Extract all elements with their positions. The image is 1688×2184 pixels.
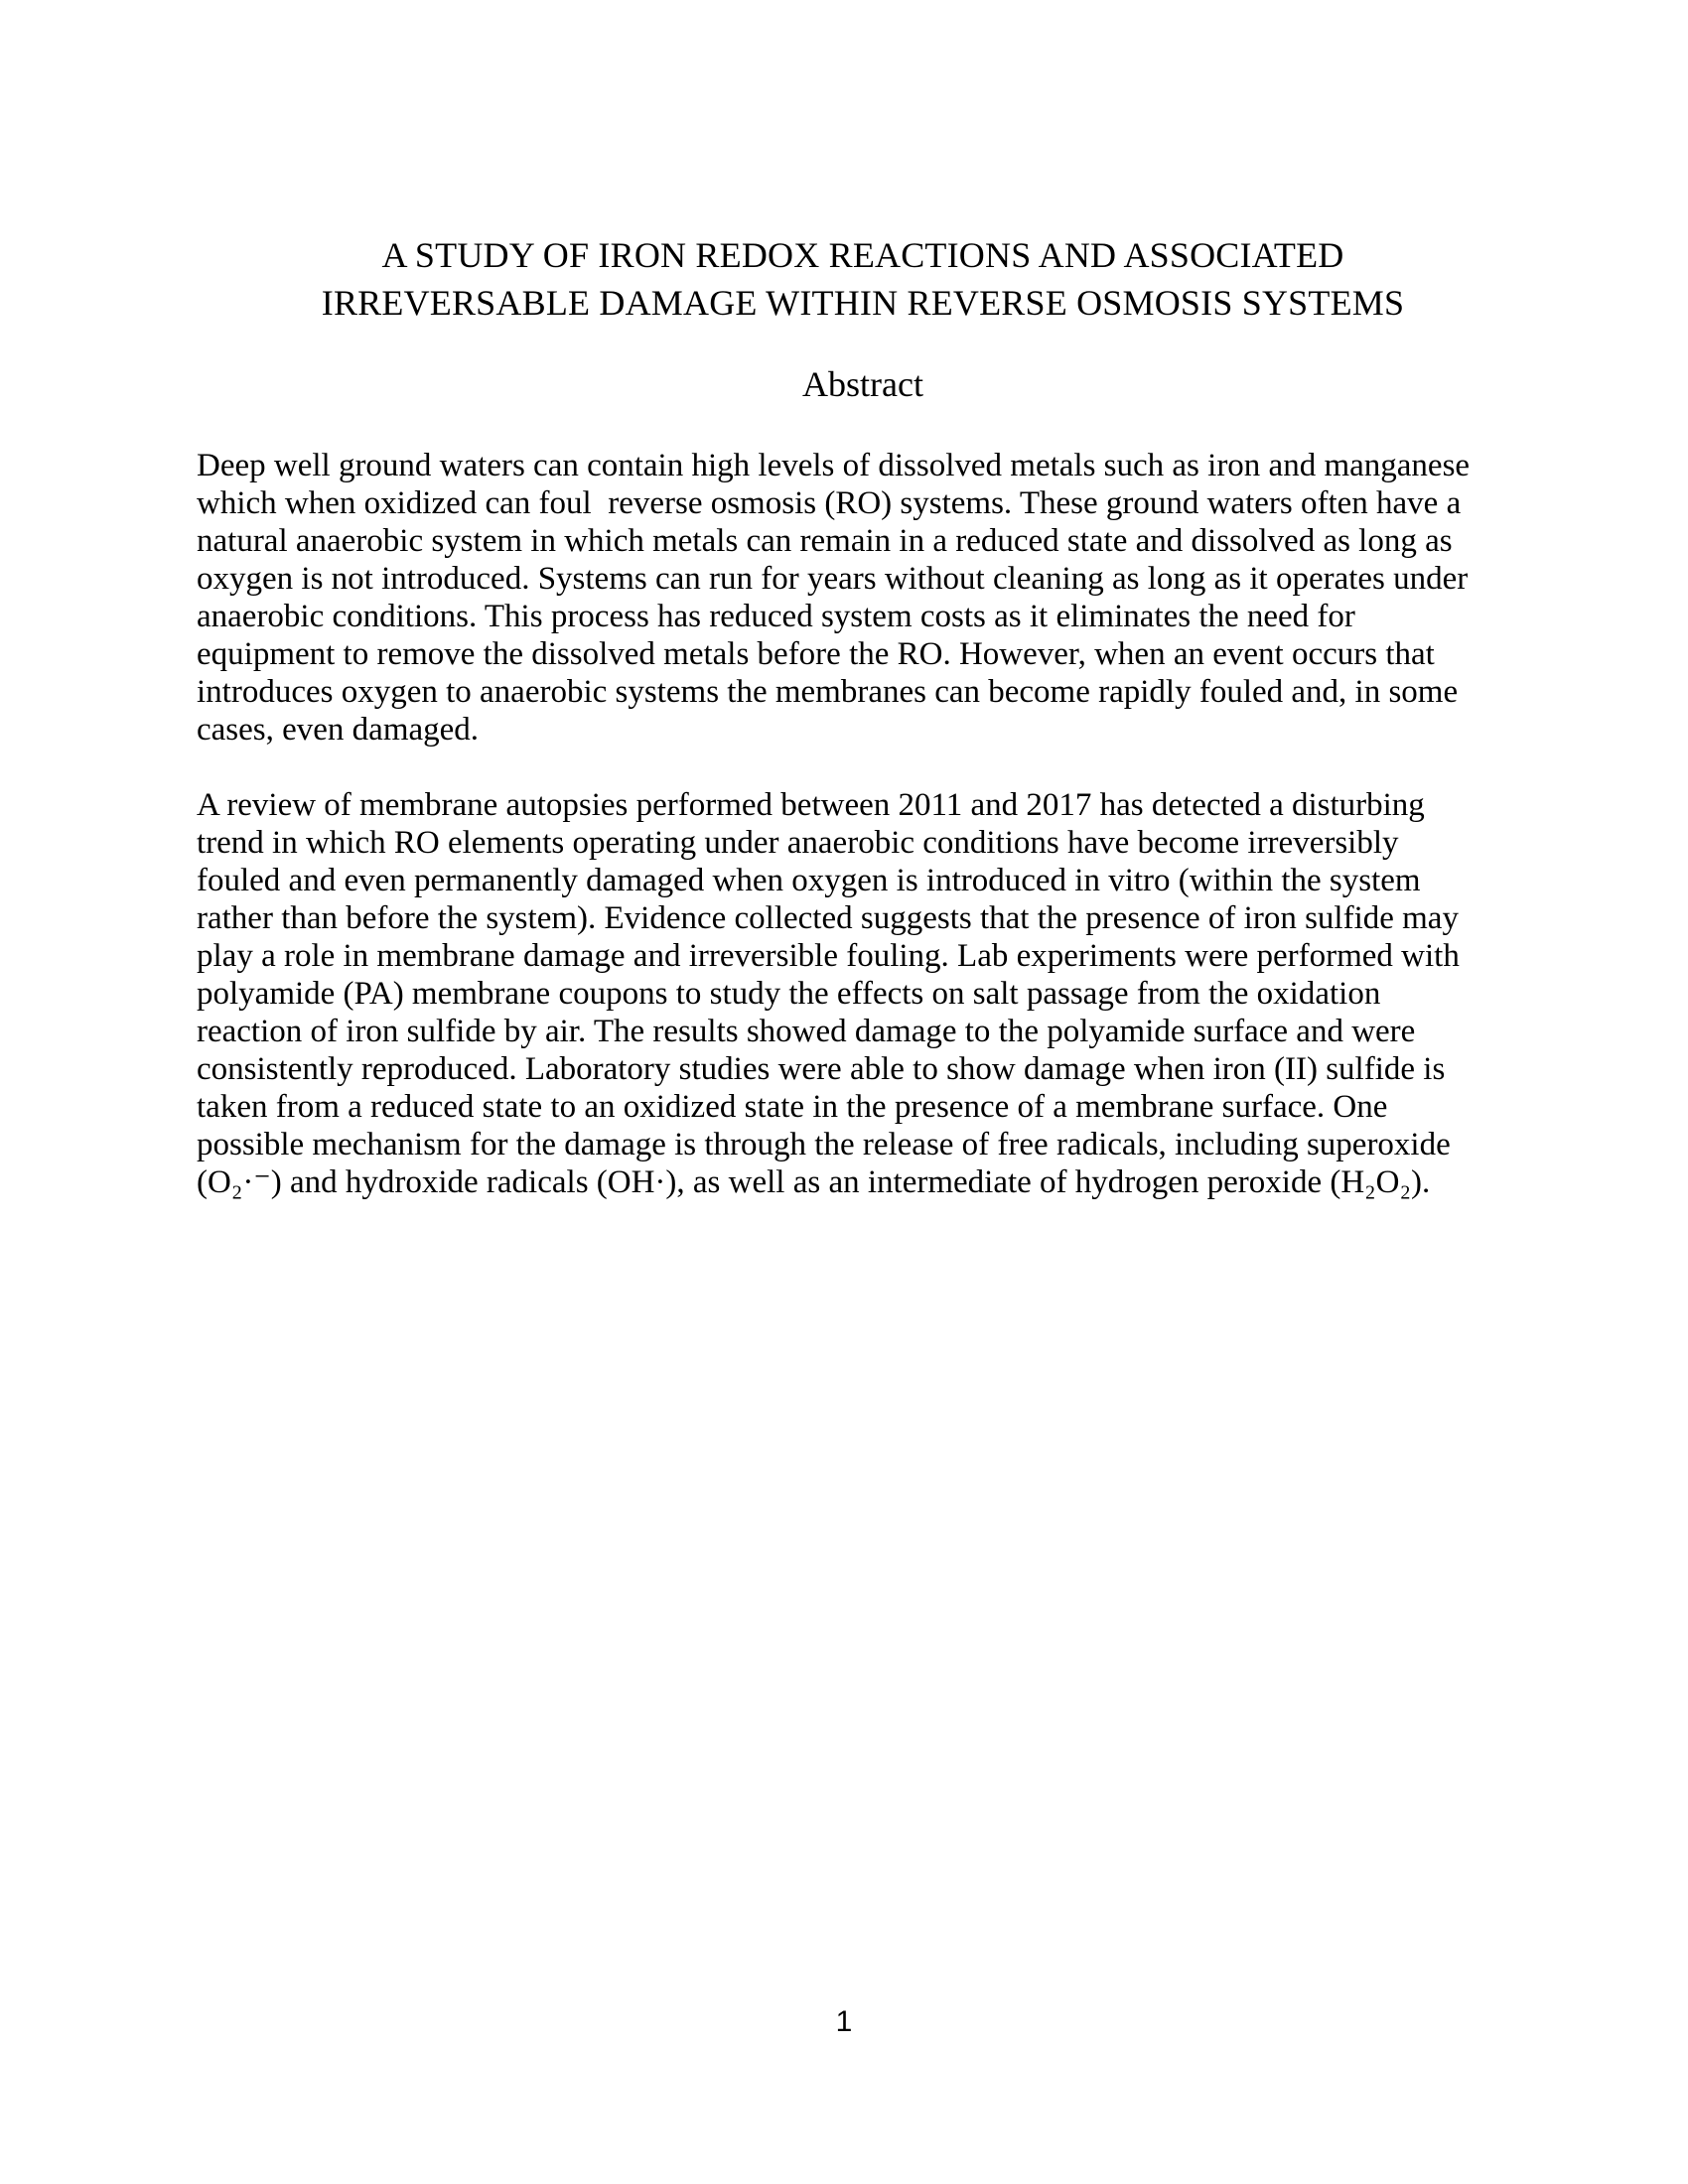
page-content [197,0,1529,1201]
text-line: Deep well ground waters can contain high levels of dissolved metals such as iron and manganese [197,448,1471,483]
text-line: polyamide (PA) membrane coupons to study the effects on salt passage from the oxidation [197,976,1381,1012]
text-line: taken from a reduced state to an oxidized state in the presence of a membrane surface. One [197,1089,1388,1125]
text-line: fouled and even permanently damaged when oxygen is introduced in vitro (within the system [197,863,1421,898]
text-line: trend in which RO elements operating under anaerobic conditions have become irreversibly [197,825,1399,861]
text-line: A STUDY OF IRON REDOX REACTIONS AND ASSOCIATED [381,235,1344,275]
abstract-heading: Abstract [802,364,923,404]
text-line: equipment to remove the dissolved metals before the RO. However, when an event occurs that [197,636,1435,672]
text-line: play a role in membrane damage and irreversible fouling. Lab experiments were performed with [197,938,1460,974]
document-title [197,231,1529,327]
text-line: introduces oxygen to anaerobic systems the membranes can become rapidly fouled and, in some [197,674,1459,710]
abstract-paragraph-1 [197,447,1529,749]
text-line: (O₂·⁻) and hydroxide radicals (OH·), as well as an intermediate of hydrogen peroxide (H₂O₂). [197,1164,1431,1200]
text-line: reaction of iron sulfide by air. The results showed damage to the polyamide surface and were [197,1014,1416,1049]
abstract-paragraph-2 [197,786,1529,1201]
text-line: A review of membrane autopsies performed between 2011 and 2017 has detected a disturbing [197,787,1425,823]
text-line: possible mechanism for the damage is through the release of free radicals, including superoxide [197,1127,1451,1162]
text-line: which when oxidized can foul reverse osmosis (RO) systems. These ground waters often have a [197,485,1462,521]
text-line: oxygen is not introduced. Systems can run for years without cleaning as long as it operates under [197,561,1469,597]
text-line: natural anaerobic system in which metals can remain in a reduced state and dissolved as long as [197,523,1453,559]
text-line: IRREVERSABLE DAMAGE WITHIN REVERSE OSMOSIS SYSTEMS [321,283,1405,323]
text-line: cases, even damaged. [197,712,480,748]
text-line: anaerobic conditions. This process has reduced system costs as it eliminates the need for [197,599,1355,634]
page-number: 1 [835,2005,853,2038]
text-line: rather than before the system). Evidence collected suggests that the presence of iron sulfide may [197,900,1459,936]
text-line: consistently reproduced. Laboratory studies were able to show damage when iron (II) sulfide is [197,1051,1446,1087]
